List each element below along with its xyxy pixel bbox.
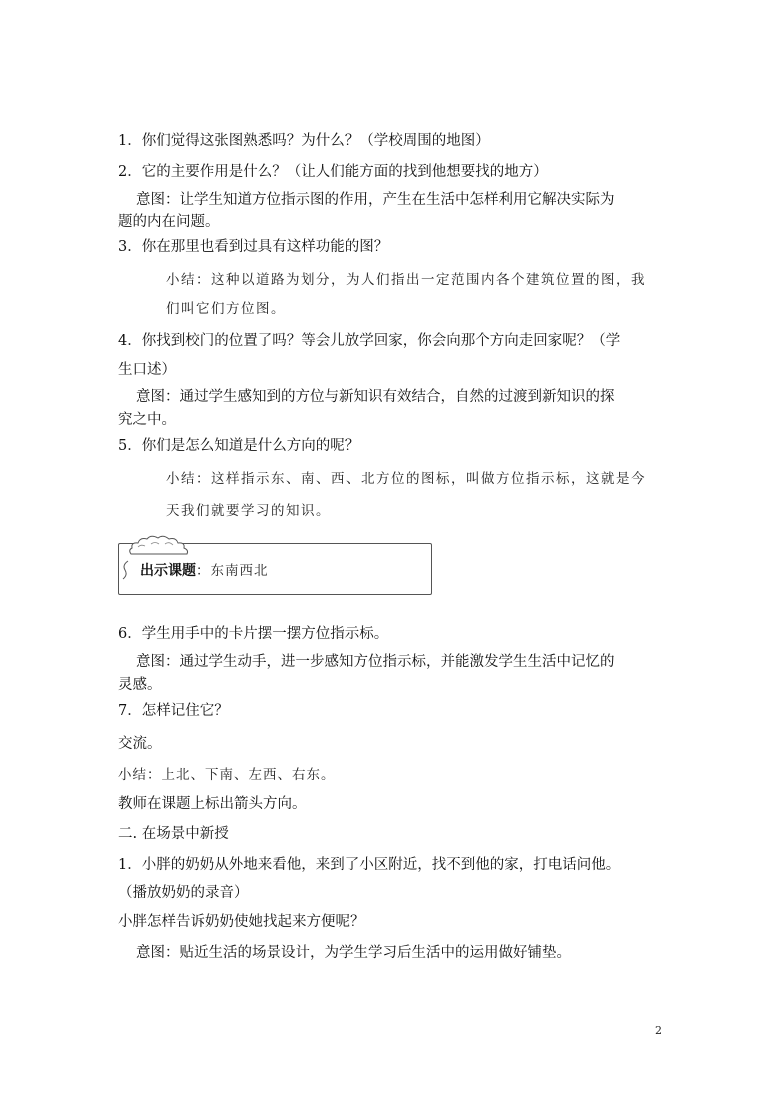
- question-7: 7．怎样记住它？: [118, 703, 229, 719]
- exchange-line: 交流。: [118, 736, 162, 752]
- question-1: 1．你们觉得这张图熟悉吗？为什么？（学校周围的地图）: [118, 133, 490, 149]
- question-4: 4．你找到校门的位置了吗？等会儿放学回家，你会向那个方向走回家呢？（学: [118, 333, 621, 349]
- teacher-line: 教师在课题上标出箭头方向。: [118, 796, 307, 812]
- intent-line: 意图：贴近生活的场景设计，为学生学习后生活中的运用做好铺垫。: [136, 945, 571, 961]
- question-6: 6．学生用手中的卡片摆一摆方位指示标。: [118, 626, 389, 642]
- scenario-question: 小胖怎样告诉奶奶使她找起来方便呢？: [118, 914, 365, 930]
- summary-line: 小结：这样指示东、南、西、北方位的图标，叫做方位指示标，这就是今: [166, 471, 646, 487]
- intent-line: 意图：通过学生感知到的方位与新知识有效结合，自然的过渡到新知识的探: [136, 389, 615, 405]
- question-5: 5．你们是怎么知道是什么方向的呢？: [118, 438, 360, 454]
- question-3: 3．你在那里也看到过具有这样功能的图？: [118, 239, 389, 255]
- summary-line: 小结：这种以道路为划分，为人们指出一定范围内各个建筑位置的图，我: [166, 272, 646, 288]
- scenario-1: 1．小胖的奶奶从外地来看他，来到了小区附近，找不到他的家，打电话问他。: [118, 857, 621, 873]
- topic-title: [140, 561, 269, 581]
- intent-line: 意图：让学生知道方位指示图的作用，产生在生活中怎样利用它解决实际为: [136, 192, 615, 208]
- cloud-tab-icon: [127, 533, 191, 555]
- section-heading: 二. 在场景中新授: [118, 826, 229, 842]
- scenario-1-cont: （播放奶奶的录音）: [118, 885, 249, 901]
- topic-label: 出示课题: [140, 563, 196, 579]
- intent-line-cont: 究之中。: [118, 412, 176, 428]
- summary-line: 小结：上北、下南、左西、右东。: [118, 767, 336, 783]
- question-2: 2．它的主要作用是什么？（让人们能方面的找到他想要找的地方）: [118, 164, 548, 180]
- summary-line-cont: 们叫它们方位图。: [166, 301, 286, 317]
- topic-value: 东南西北: [210, 563, 269, 579]
- bracket-hook-icon: [120, 559, 130, 581]
- intent-line-cont: 灵感。: [118, 677, 162, 693]
- summary-line-cont: 天我们就要学习的知识。: [166, 503, 331, 519]
- topic-separator: ：: [196, 563, 211, 579]
- question-4-cont: 生口述）: [118, 362, 176, 378]
- intent-line: 意图：通过学生动手，进一步感知方位指示标，并能激发学生生活中记忆的: [136, 654, 615, 670]
- intent-line-cont: 题的内在问题。: [118, 214, 220, 230]
- page-number: 2: [655, 1024, 662, 1037]
